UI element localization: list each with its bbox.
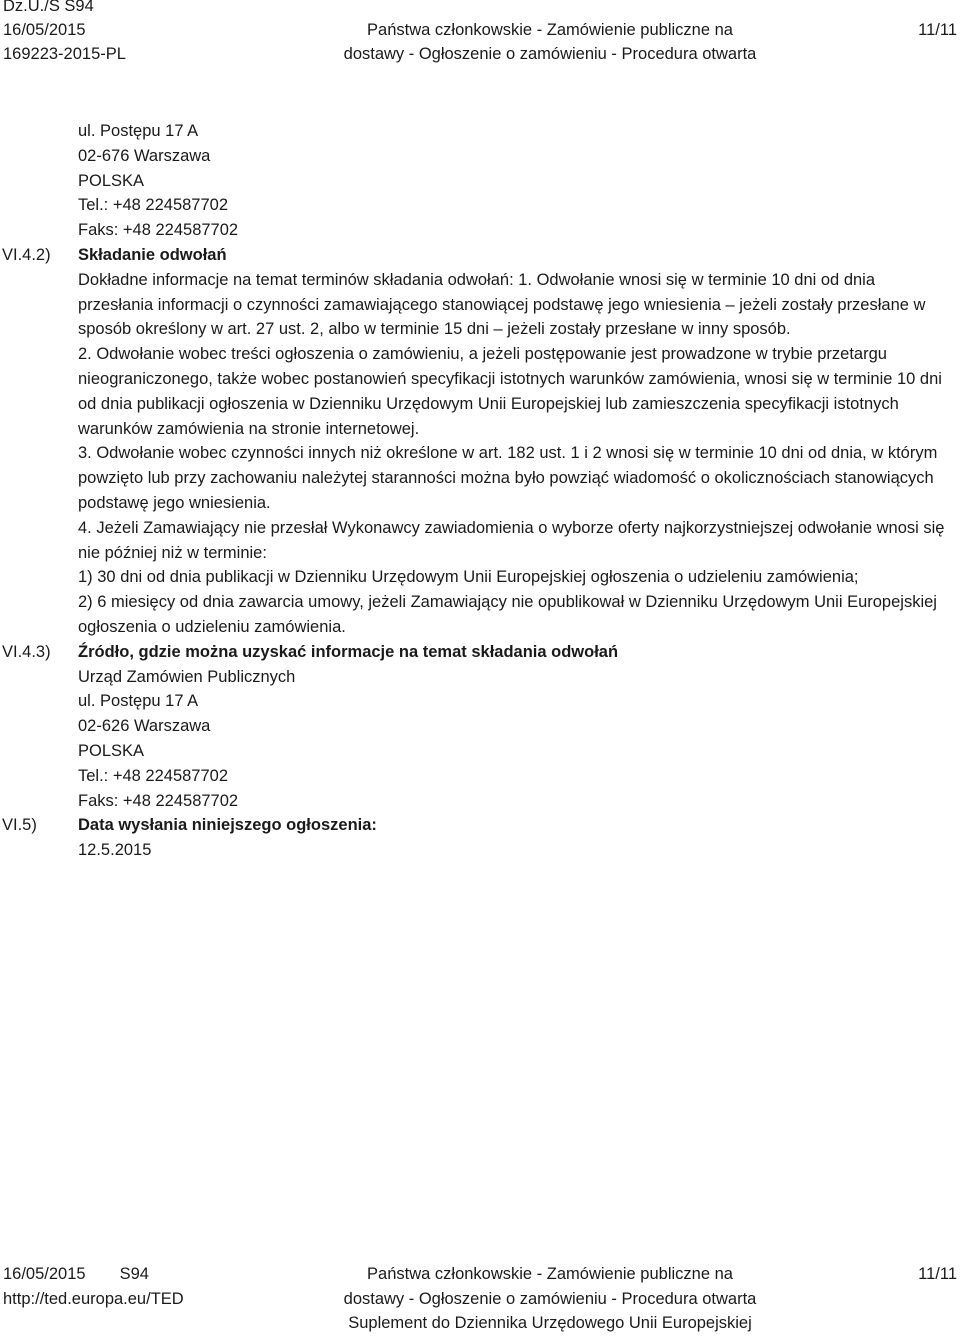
section-number: VI.5) bbox=[2, 816, 37, 835]
document-body bbox=[0, 119, 960, 863]
section-paragraph: 3. Odwołanie wobec czynności innych niż określone w art. 182 ust. 1 i 2 wnosi się w terminie 10 dni od dnia, w którym powzięto lub przy zachowaniu należytej staranności można było powziąć wiadomość o okolicznościach stanowiących podstawę jego wniesienia. bbox=[78, 444, 938, 512]
header-title-line2: dostawy - Ogłoszenie o zamówieniu - Procedura otwarta bbox=[343, 45, 757, 63]
section-paragraph: 02-626 Warszawa bbox=[78, 717, 211, 736]
address-line: Tel.: +48 224587702 bbox=[78, 196, 229, 215]
section-number: VI.4.3) bbox=[2, 642, 51, 661]
header-center bbox=[310, 18, 790, 66]
section-paragraph: 2) 6 miesięcy od dnia zawarcia umowy, jeżeli Zamawiający nie opublikował w Dzienniku Urzędowym Unii Europejskiej ogłoszenia o udzieleniu zamówienia. bbox=[78, 593, 937, 636]
footer-date: 16/05/2015 bbox=[3, 1265, 86, 1283]
journal-ref: Dz.U./S S94 bbox=[3, 0, 94, 15]
section-number: VI.4.2) bbox=[2, 245, 51, 264]
section-vi-4-3 bbox=[0, 640, 960, 814]
section-paragraph: Urząd Zamówien Publicznych bbox=[78, 667, 296, 686]
section-paragraph: POLSKA bbox=[78, 741, 145, 760]
header-title-line1: Państwa członkowskie - Zamówienie publiczne na bbox=[367, 21, 733, 39]
footer-page-number: 11/11 bbox=[918, 1265, 957, 1283]
section-paragraph: 2. Odwołanie wobec treści ogłoszenia o zamówieniu, a jeżeli postępowanie jest prowadzone w trybie przetargu nieograniczonego, także wobec postanowień specyfikacji istotnych warunków zamówienia, wnosi się w terminie 10 dni od dnia publikacji ogłoszenia w Dzienniku Urzędowym Unii Europejskiej lub zamieszczenia specyfikacji istotnych warunków zamówienia na stronie internetowej. bbox=[78, 345, 942, 438]
section-paragraph: 4. Jeżeli Zamawiający nie przesłał Wykonawcy zawiadomienia o wyborze oferty najkorzystniejszej odwołanie wnosi się nie później niż w terminie: bbox=[78, 518, 945, 562]
section-vi-5 bbox=[0, 813, 960, 863]
header-page-number: 11/11 bbox=[918, 21, 957, 39]
section-heading: Data wysłania niniejszego ogłoszenia: bbox=[78, 816, 377, 835]
section-heading: Składanie odwołań bbox=[78, 245, 227, 264]
footer-supplement: Suplement do Dziennika Urzędowego Unii Europejskiej bbox=[348, 1314, 752, 1332]
footer-center bbox=[310, 1262, 790, 1336]
section-paragraph: ul. Postępu 17 A bbox=[78, 692, 199, 711]
notice-id: 169223-2015-PL bbox=[3, 45, 126, 63]
footer-left bbox=[3, 1262, 184, 1311]
address-block bbox=[0, 119, 960, 243]
section-heading: Źródło, gdzie można uzyskać informacje na temat składania odwołań bbox=[78, 642, 619, 661]
footer-url-link[interactable]: http://ted.europa.eu/TED bbox=[3, 1289, 184, 1308]
header-date: 16/05/2015 bbox=[3, 21, 86, 39]
address-line: 02-676 Warszawa bbox=[78, 146, 211, 165]
section-paragraph: Tel.: +48 224587702 bbox=[78, 766, 229, 785]
section-vi-4-2 bbox=[0, 243, 960, 640]
section-paragraph: 1) 30 dni od dnia publikacji w Dzienniku Urzędowym Unii Europejskiej ogłoszenia o udzieleniu zamówienia; bbox=[78, 568, 859, 587]
header-left bbox=[3, 0, 126, 66]
dispatch-date: 12.5.2015 bbox=[78, 841, 152, 860]
footer-issue: S94 bbox=[119, 1265, 149, 1283]
address-line: POLSKA bbox=[78, 171, 145, 190]
address-line: Faks: +48 224587702 bbox=[78, 221, 239, 240]
page-header bbox=[0, 0, 960, 70]
footer-title-line1: Państwa członkowskie - Zamówienie publiczne na bbox=[367, 1265, 733, 1283]
page-footer bbox=[0, 1262, 960, 1334]
footer-title-line2: dostawy - Ogłoszenie o zamówieniu - Procedura otwarta bbox=[343, 1289, 757, 1308]
section-paragraph: Dokładne informacje na temat terminów składania odwołań: 1. Odwołanie wnosi się w terminie 10 dni od dnia przesłania informacji o czynności zamawiającego stanowiącej podstawę jego wniesienia – jeżeli zostały przesłane w sposób określony w art. 27 ust. 2, albo w terminie 15 dni – jeżeli zostały przesłane w inny sposób. bbox=[78, 270, 926, 339]
address-line: ul. Postępu 17 A bbox=[78, 122, 199, 140]
section-paragraph: Faks: +48 224587702 bbox=[78, 791, 239, 810]
